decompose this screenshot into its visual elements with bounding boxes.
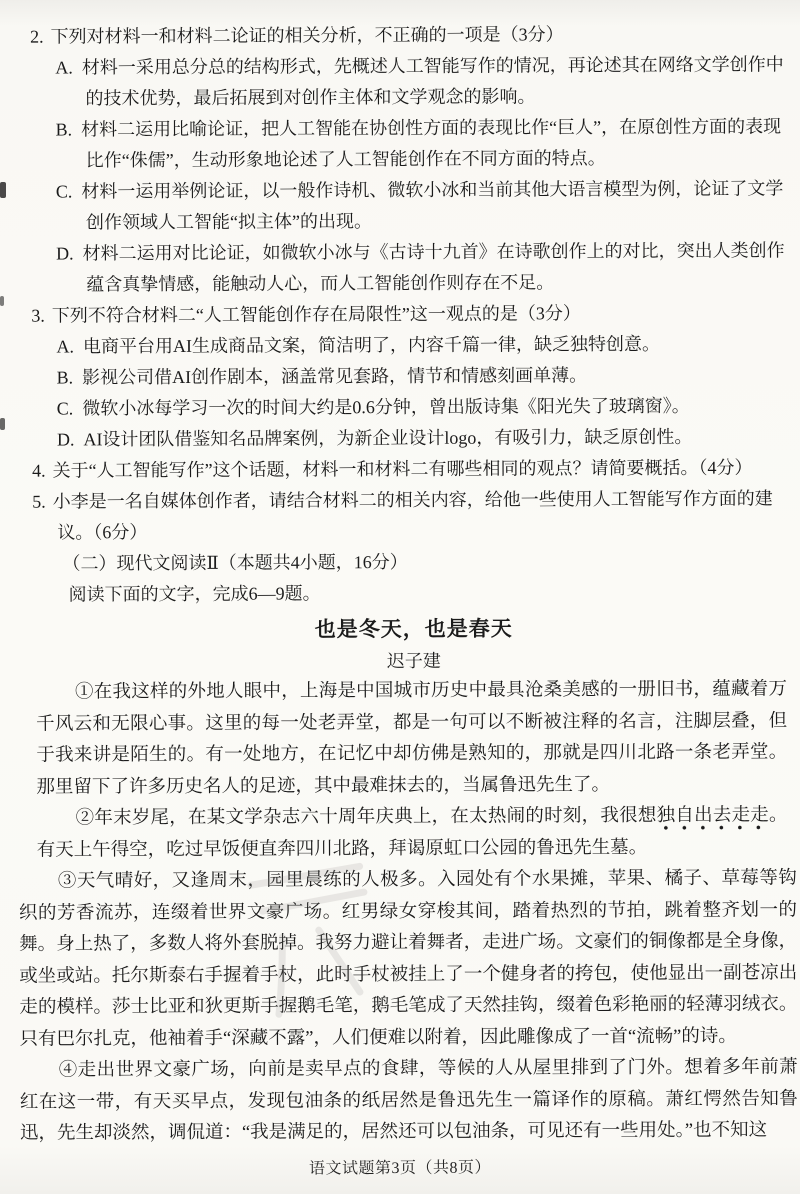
question-stem	[32, 452, 794, 486]
option-text: 影视公司借AI创作剧本，涵盖常见套路，情节和情感刻画单薄。	[82, 365, 588, 388]
option-label: A.	[55, 57, 73, 78]
paragraph-text: ③天气晴好，又逢周末，园里晨练的人极多。入园处有个水果摊，苹果、橘子、草莓等钩织的芳香流苏，连缀着世界文豪广场。红男绿女穿梭其间，踏着热烈的节拍，跳着整齐划一的舞。身上热了，多数人将外套脱掉。我努力避让着舞者，走进广场。文豪们的铜像都是全身像，或坐或站。托尔斯泰右手握着手杖，此时手杖被挂上了一个健身者的挎包，使他显出一副苍凉出走的模样。莎士比亚和狄更斯手握鹅毛笔，鹅毛笔成了天然挂钩，缀着色彩艳丽的轻薄羽绒衣。只有巴尔扎克，他袖着手“深藏不露”，人们便难以附着，因此雕像成了一首“流畅”的诗。	[18, 868, 798, 1050]
option-label: C.	[56, 398, 74, 419]
option-item	[57, 421, 794, 455]
passage-body	[18, 674, 798, 1150]
paragraph-text: ④走出世界文豪广场，向前是卖早点的食肆，等候的人从屋里排到了门外。想着多年前萧红在这一带，有天买早点，发现包油条的纸居然是鲁迅先生一篇译作的原稿。萧红愕然告知鲁迅，先生却淡然，调侃道：“我是满足的，居然还可以包油条，可见还有一些用处。”也不知这	[19, 1057, 798, 1144]
question-number: 5.	[32, 491, 46, 512]
passage-author: 迟子建	[386, 650, 441, 672]
question-stem-text: 关于“人工智能写作”这个话题，材料一和材料二有哪些相同的观点？请简要概括。（4分）	[52, 457, 753, 481]
option-text: 材料二运用比喻论证，把人工智能在协创性方面的表现比作“巨人”，在原创性方面的表现比作“侏儒”，生动形象地论述了人工智能创作在不同方面的特点。	[81, 116, 782, 171]
question-item	[32, 452, 794, 486]
option-item	[56, 235, 793, 300]
question-number: 4.	[32, 460, 46, 481]
option-text: AI设计团队借鉴知名品牌案例，为新企业设计logo，有吸引力，缺乏原创性。	[83, 426, 693, 450]
questions-block	[30, 18, 794, 548]
option-label: D.	[56, 429, 75, 450]
option-label: B.	[55, 119, 73, 140]
option-text: 材料一采用总分总的结构形式，先概述人工智能写作的情况，再论述其在网络文学创作中的技术优势，最后拓展到对创作主体和文学观念的影响。	[81, 54, 784, 109]
question-number: 2.	[30, 26, 44, 47]
paragraph-text: 。有天上午得空，吃过早饭便直奔四川北路，拜谒原虹口公园的鲁迅先生墓。	[36, 805, 788, 861]
page-footer: 语文试题第3页（共8页）	[308, 1159, 492, 1178]
question-stem-text: 小李是一名自媒体创作者，请结合材料二的相关内容，给他一些使用人工智能写作方面的建议。（6分）	[52, 488, 773, 543]
option-item	[55, 49, 792, 114]
passage-paragraph	[36, 674, 788, 803]
option-label: D.	[56, 243, 74, 264]
option-text: 电商平台用AI生成商品文案，简洁明了，内容千篇一律，缺乏独特创意。	[82, 333, 661, 357]
option-item	[56, 173, 793, 238]
question-stem	[31, 297, 793, 331]
option-item	[57, 359, 794, 393]
section-heading: （二）现代文阅读Ⅱ（本题共4小题，16分）	[62, 551, 408, 574]
reading-instruction: 阅读下面的文字，完成6—9题。	[68, 583, 321, 605]
option-item	[55, 111, 792, 176]
question-item	[31, 297, 794, 455]
question-item	[30, 18, 793, 300]
question-item	[32, 483, 794, 548]
option-item	[56, 328, 793, 362]
passage-paragraph	[20, 1052, 798, 1150]
option-label: B.	[56, 367, 74, 388]
question-stem-text: 下列对材料一和材料二论证的相关分析，不正确的一项是（3分）	[50, 24, 564, 47]
passage-paragraph	[19, 863, 798, 1055]
question-number: 3.	[31, 305, 45, 326]
passage-title: 也是冬天，也是春天	[314, 617, 513, 642]
option-text: 材料二运用对比论证，如微软小冰与《古诗十九首》在诗歌创作上的对比，突出人类创作蕴含真挚情感，能触动人心，而人工智能创作则存在不足。	[82, 240, 785, 295]
paragraph-text: ①在我这样的外地人眼中，上海是中国城市历史中最具沧桑美感的一册旧书，蕴藏着万千风云和无限心事。这里的每一处老弄堂，都是一句可以不断被注释的名言，注脚层叠，但于我来讲是陌生的。有一处地方，在记忆中却仿佛是熟知的，那就是四川北路一条老弄堂。那里留下了许多历史名人的足迹，其中最难抹去的，当属鲁迅先生了。	[36, 679, 788, 798]
question-stem	[32, 483, 794, 548]
question-stem-text: 下列不符合材料二“人工智能创作存在局限性”这一观点的是（3分）	[51, 303, 581, 326]
option-label: C.	[55, 181, 73, 202]
option-text: 微软小冰每学习一次的时间大约是0.6分钟，曾出版诗集《阳光失了玻璃窗》。	[82, 395, 690, 419]
option-text: 材料一运用举例论证，以一般作诗机、微软小冰和当前其他大语言模型为例，论证了文学创作领域人工智能“拟主体”的出现。	[81, 178, 784, 233]
option-label: A.	[56, 336, 75, 357]
paragraph-text: ②年末岁尾，在某文学杂志六十周年庆典上，在太热闹的时刻，我很想	[75, 805, 657, 829]
passage-paragraph	[37, 800, 788, 866]
emphasis-text: 独自出去走走	[657, 805, 770, 829]
option-item	[57, 390, 794, 424]
question-stem	[30, 18, 792, 52]
